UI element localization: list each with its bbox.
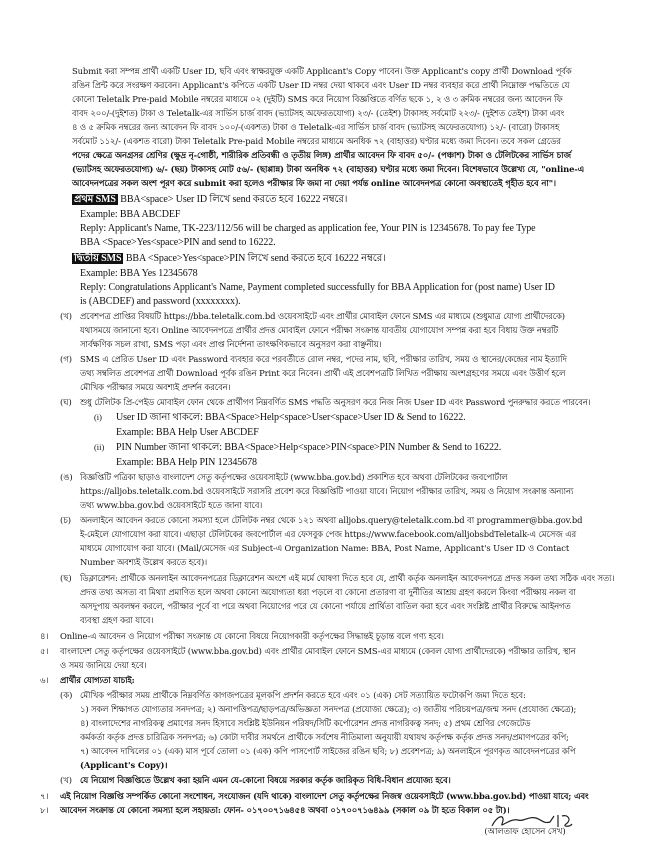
recovery-line: শুধু টেলিটক প্রি-পেইড মোবাইল ফোন থেকে প্রার্থীগণ নিম্নবর্ণিত SMS পদ্ধতি অনুসরণ করে নিজ নিজ User ID এবং Password পুনরুদ্ধার করতে পারবেন। [80,397,591,407]
marker-chha: (ছ) [60,573,72,583]
sms2-reply: is (ABCDEF) and password (xxxxxxxx). [80,296,241,307]
sms1-reply: Reply: Applicant's Name, TK-223/112/56 will be charged as application fee, Your PIN is 12345678. To pay fee Type [80,223,536,234]
signatory-name: (আলতাফ হোসেন সেখ) [484,826,566,836]
documents-line: মৌখিক পরীক্ষার সময় প্রার্থীকে নিম্নবর্ণিত কাগজপত্রের মূলকপি প্রদর্শন করতে হবে এবং ০১ (এক) সেট সত্যায়িত ফটোকপি জমা দিতে হবে: [80,690,526,700]
userid-line: তথ্য সম্বলিত প্রবেশপত্র প্রার্থী Download পূর্বক রঙিন Print করে নিবেন। প্রার্থী এই প্রবেশপত্রটি লিখিত পরীক্ষায় অংশগ্রহণের সময়ে এবং উত্তীর্ণ হলে [80,368,566,378]
intro-line: আবেদনপত্রের সকল অংশ পূরণ করে submit করা হলেও পরীক্ষার ফি জমা না দেয়া পর্যন্ত online আবেদনপত্র কোনো অবস্থাতেই গৃহীত হবে না"। [72,178,556,188]
sms2-example: Example: BBA Yes 12345678 [80,268,198,279]
intro-line: রঙিন প্রিন্ট করে সংরক্ষণ করবেন। Applicant's কপিতে একটি User ID নম্বর দেয়া থাকবে এবং User ID নম্বর ব্যবহার করে প্রার্থী নিম্নোক্ত পদ্ধতিতে যে [72,80,570,90]
marker-5: ৫। [40,646,49,656]
declaration-line: প্রদত্ত তথ্য অসত্য বা মিথ্যা প্রমাণিত হলে অথবা কোনো অযোগ্যতা ধরা পড়লে বা কোনো প্রতারণা বা দুর্নীতির আশ্রয় গ্রহণ করলে কিংবা পরীক্ষায় নকল বা [80,587,576,597]
marker-6-kha: (খ) [60,775,73,785]
intro-line: বাবদ ২০০/-(দুইশত) টাকা ও Teletalk-এর সার্ভিস চার্জ বাবদ (ভ্যাটসহ অফেরতযোগ্য) ২৩/- (তেইশ) টাকাসহ সর্বমোট ২২৩/- (দুইশত তেইশ) টাকা এবং [72,108,565,118]
sms1-example: Example: BBA ABCDEF [80,209,181,220]
item-7: এই নিয়োগ বিজ্ঞপ্তি সম্পর্কিত কোনো সংশোধন, সংযোজন (যদি থাকে) বাংলাদেশ সেতু কর্তৃপক্ষের নিজস্ব ওয়েবসাইটে (www.bba.gov.bd) পাওয়া যাবে; এবং [60,791,589,801]
admit-card-line: প্রবেশপত্র প্রাপ্তির বিষয়টি https://bba.teletalk.com.bd ওয়েবসাইটে এবং প্রার্থীর মোবাইল ফোনে SMS এর মাধ্যমে (শুধুমাত্র যোগ্য প্রার্থীদেরকে) [80,311,565,321]
item-6-title: প্রার্থীর যোগ্যতা যাচাই: [60,675,135,685]
sms2-tag: দ্বিতীয় SMS [74,253,122,264]
documents-line: কর্মকর্তা কর্তৃক প্রদত্ত চারিত্রিক সনদপত্র; ৬) কোটা দাবীর সমর্থনে প্রার্থীকে সর্বশেষ নীতিমালা অনুযায়ী যথাযথ কর্তৃপক্ষ কর্তৃক প্রদত্ত সনদ/প্রমাণপত্রের কপি; [80,732,569,742]
item-5: বাংলাদেশ সেতু কর্তৃপক্ষের ওয়েবসাইটে (www.bba.gov.bd) এবং প্রার্থীর মোবাইল ফোনে SMS-এর মাধ্যমে (কেবল যোগ্য প্রার্থীদেরকে) পরীক্ষার তারিখ, স্থান [60,646,576,656]
userid-line: মৌখিক পরীক্ষার সময়ে অবশ্যই প্রদর্শন করবেন। [80,382,231,392]
sms2-text: BBA <Space>Yes<space>PIN লিখে send করতে হবে 16222 নম্বরে। [123,253,386,264]
intro-line: সর্বমোট ১১২/- (একশত বারো) টাকা Teletalk Pre-paid Mobile নম্বরের মাধ্যমে অনধিক ৭২ (বাহাত্তর) ঘণ্টার মধ্যে জমা দিবেন। তবে সকল গ্রেডের [72,136,561,146]
intro-line: ৪ ও ৫ ক্রমিক নম্বরের জন্য আবেদন ফি বাবদ ১০০/-(একশত) টাকা ও Teletalk-এর সার্ভিস চার্জ বাবদ (ভ্যাটসহ অফেরতযোগ্য) ১২/- (বারো) টাকাসহ [72,122,560,132]
sms1-row [72,194,347,205]
admit-card-line: সার্বক্ষণিক সচল রাখা, SMS পড়া এবং প্রাপ্ত নির্দেশনা তাৎক্ষণিকভাবে অনুসরণ করা বাঞ্ছনীয়। [80,339,382,349]
contact-line: ই-মেইলে যোগাযোগ করা যাবে। এছাড়া টেলিটকের জবপোর্টাল এর ফেসবুক পেজ https://www.facebook.com/alljobsbdTeletalk-এ মেসেজ এর [80,529,576,539]
declaration-line: অসদুপায় অবলম্বন করলে, পরীক্ষার পূর্বে বা পরে অথবা নিয়োগের পরে যে কোনো পর্যায়ে প্রার্থিতা বাতিল করা হবে এবং সংশ্লিষ্ট প্রার্থীর বিরুদ্ধে আইনগত [80,601,571,611]
sms1-reply: BBA <Space>Yes<space>PIN and send to 16222. [80,237,276,248]
contact-line: Number অবশ্যই উল্লেখ করতে হবে)। [80,557,208,567]
website-line: বিজ্ঞপ্তিটি পত্রিকা ছাড়াও বাংলাদেশ সেতু কর্তৃপক্ষের ওয়েবসাইটে (www.bba.gov.bd) প্রকাশিত হবে অথবা টেলিটকের জবপোর্টাল [80,472,508,482]
intro-line: Submit করা সম্পন্ন প্রার্থী একটি User ID, ছবি এবং স্বাক্ষরযুক্ত একটি Applicant's Copy পাবেন। উক্ত Applicant's copy প্রার্থী Download পূর্বক [72,66,572,76]
recovery-userid: User ID জানা থাকলে: BBA<Space>Help<space>User<space>User ID & Send to 16222. [116,412,466,423]
documents-line: ৪) বাংলাদেশের নাগরিকত্ব প্রমাণের সনদ হিসাবে সংশ্লিষ্ট ইউনিয়ন পরিষদ/সিটি কর্পোরেশন প্রদত্ত নাগরিকত্ব সনদ; ৫) প্রথম শ্রেণির গেজেটেড [80,718,531,728]
sms1-tag: প্রথম SMS [74,194,116,205]
contact-line: অনলাইনে আবেদন করতে কোনো সমস্যা হলে টেলিটক নম্বর থেকে ১২১ অথবা alljobs.query@teletalk.com.bd বা programmer@bba.gov.bd [80,515,583,525]
declaration-line: ব্যবস্থা গ্রহণ করা যাবে। [80,615,154,625]
marker-kha: (খ) [60,311,73,321]
intro-line: (ভ্যাটসহ অফেরতযোগ্য) ৬/- (ছয়) টাকাসহ মোট ৫৬/- (ছাপ্পান্ন) টাকা অনধিক ৭২ (বাহাত্তর) ঘণ্টার মধ্যে জমা দিবেন। বিশেষভাবে উল্লেখ্য যে, "online-এ [72,164,585,174]
admit-card-line: যথাসময়ে জানানো হবে। Online আবেদনপত্রে প্রার্থীর প্রদত্ত মোবাইল ফোনে পরীক্ষা সংক্রান্ত যাবতীয় যোগাযোগ সম্পন্ন করা হবে বিধায় উক্ত নম্বরটি [80,325,558,335]
website-line: https://alljobs.teletalk.com.bd ওয়েবসাইটে সরাসরি প্রবেশ করে বিজ্ঞপ্তিটি পাওয়া যাবে। নিয়োগ পরীক্ষার তারিখ, সময় ও নিয়োগ সংক্রান্ত অন্যান্য [80,486,574,496]
contact-line: মাধ্যমে যোগাযোগ করা যাবে। (Mail/মেসেজ এর Subject-এ Organization Name: BBA, Post Name, Applicant's User ID ও Contact [80,543,570,553]
marker-4: ৪। [40,631,49,641]
recovery-pin: PIN Number জানা থাকলে: BBA<Space>Help<space>PIN<space>PIN Number & Send to 16222. [116,442,502,453]
recovery-pin-example: Example: BBA Help PIN 12345678 [116,457,257,468]
item-4: Online-এ আবেদন ও নিয়োগ পরীক্ষা সংক্রান্ত যে কোনো বিষয়ে নিয়োগকারী কর্তৃপক্ষের সিদ্ধান্তই চূড়ান্ত বলে গণ্য হবে। [60,631,444,641]
marker-7: ৭। [40,791,49,801]
marker-gha: (ঘ) [60,397,72,407]
marker-ii: (ii) [94,443,105,452]
marker-6-ka: (ক) [60,690,73,700]
sms2-row [72,253,386,264]
intro-line: কোনো Teletalk Pre-paid Mobile নম্বরের মাধ্যমে ০২ (দুইটি) SMS করে নিয়োগ বিজ্ঞপ্তিতে বর্ণিত ছকে ১, ২ ও ৩ ক্রমিক নম্বরের জন্য আবেদন ফি [72,94,563,104]
sms1-text: BBA<space> User ID লিখে send করতে হবে 16222 নম্বরে। [117,194,348,205]
declaration-line: ডিক্লারেশন: প্রার্থীকে অনলাইন আবেদনপত্রের ডিক্লারেশন অংশে এই মর্মে ঘোষণা দিতে হবে যে, প্রার্থী কর্তৃক অনলাইন আবেদনপত্রে প্রদত্ত সকল তথ্য সঠিক এবং সত্য। [80,573,615,583]
rules-line: যে নিয়োগ বিজ্ঞপ্তিতে উল্লেখ করা হয়নি এমন যে-কোনো বিষয়ে সরকার কর্তৃক জারিকৃত বিধি-বিধান প্রযোজ্য হবে। [80,775,451,785]
marker-i: (i) [94,413,102,422]
marker-ga: (গ) [60,354,73,364]
item-8: আবেদন সংক্রান্ত যে কোনো সমস্যা হলে সহায়তা: ফোন- ০১৭০০৭১৬৪৫৪ অথবা ০১৭০০৭১৬৪৯৯ (সকাল ০৯ টা হতে বিকাল ০৫ টা)। [60,805,510,815]
sms2-reply: Reply: Congratulations Applicant's Name, Payment completed successfully for BBA Application for (post name) User ID [80,282,555,293]
documents-line: (Applicant's Copy)। [80,760,168,770]
marker-cha: (চ) [60,515,72,525]
userid-line: SMS এ প্রেরিত User ID এবং Password ব্যবহার করে পরবর্তীতে রোল নম্বর, পদের নাম, ছবি, পরীক্ষার তারিখ, সময় ও স্থানের/কেন্দ্রের নাম ইত্যাদি [80,354,567,364]
marker-8: ৮। [40,805,49,815]
marker-6: ৬। [40,675,49,685]
documents-line: ১) সকল শিক্ষাগত যোগ্যতার সনদপত্র; ২) অনাপত্তিপত্র/ছাড়পত্র/অভিজ্ঞতা সনদপত্র (প্রযোজ্য ক্ষেত্রে); ৩) জাতীয় পরিচয়পত্র/জন্ম সনদ (প্রযোজ্য ক্ষেত্রে); [80,704,577,714]
item-5: ও সময় জানিয়ে দেয়া হবে। [60,660,147,670]
intro-line: পদের ক্ষেত্রে অনগ্রসর শ্রেণির (ক্ষুদ্র নৃ-গোষ্ঠী, শারীরিক প্রতিবন্ধী ও তৃতীয় লিঙ্গ) প্রার্থীর আবেদন ফি বাবদ ৫০/- (পঞ্চাশ) টাকা ও টেলিটকের সার্ভিস চার্জ [72,150,571,160]
recovery-userid-example: Example: BBA Help User ABCDEF [116,427,259,438]
website-line: তথ্য www.bba.gov.bd ওয়েবসাইটে হতে জানা যাবে। [80,500,263,510]
documents-line: ৭) আবেদন দাখিলের ০১ (এক) মাস পূর্বে তোলা ০১ (এক) কপি পাসপোর্ট সাইজের রঙিন ছবি; ৮) প্রবেশপত্র; ৯) অনলাইনে পূরণকৃত আবেদনপত্রের কপি [80,746,576,756]
marker-uma: (ঙ) [60,472,73,482]
